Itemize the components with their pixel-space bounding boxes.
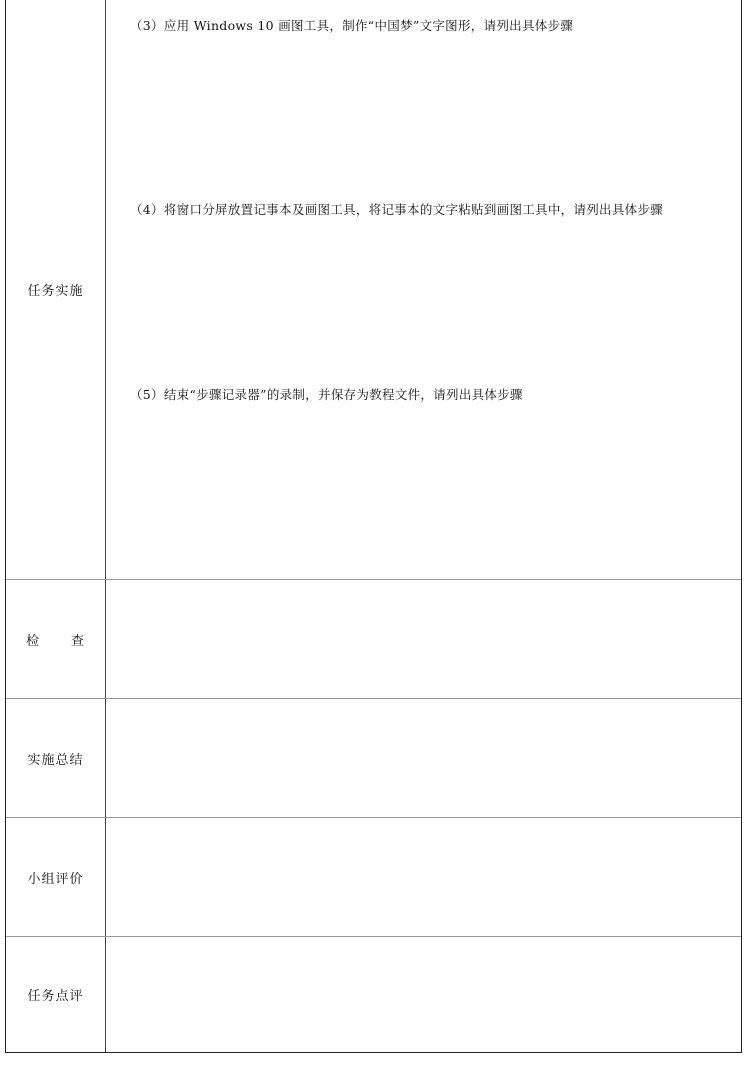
- row-label: 检 查: [26, 633, 85, 649]
- row-content-cell: [106, 937, 741, 1052]
- row-label-cell: [6, 699, 106, 817]
- step-5-instruction: （5）结束“步骤记录器”的录制，并保存为教程文件，请列出具体步骤: [130, 387, 523, 402]
- row-content-cell: [106, 0, 741, 579]
- row-content-cell: [106, 580, 741, 698]
- row-task-review: [6, 936, 741, 1052]
- row-task-implementation: [6, 0, 741, 579]
- row-label: 任务点评: [27, 989, 84, 1004]
- row-label: 小组评价: [27, 871, 84, 887]
- row-label-cell: [6, 0, 106, 579]
- row-label-cell: [6, 818, 106, 936]
- row-content-cell: [106, 818, 741, 936]
- row-implementation-summary: [6, 698, 741, 817]
- step-4-instruction: （4）将窗口分屏放置记事本及画图工具，将记事本的文字粘贴到画图工具中，请列出具体步骤: [130, 202, 664, 217]
- row-label-cell: [6, 580, 106, 698]
- row-label-cell: [6, 937, 106, 1052]
- row-group-evaluation: [6, 817, 741, 936]
- row-check: [6, 579, 741, 698]
- row-content-cell: [106, 699, 741, 817]
- step-3-instruction: （3）应用 Windows 10 画图工具，制作“中国梦”文字图形，请列出具体步骤: [130, 18, 574, 33]
- row-label: 实施总结: [27, 752, 84, 768]
- row-label: 任务实施: [27, 284, 84, 299]
- task-form-table: [5, 0, 742, 1053]
